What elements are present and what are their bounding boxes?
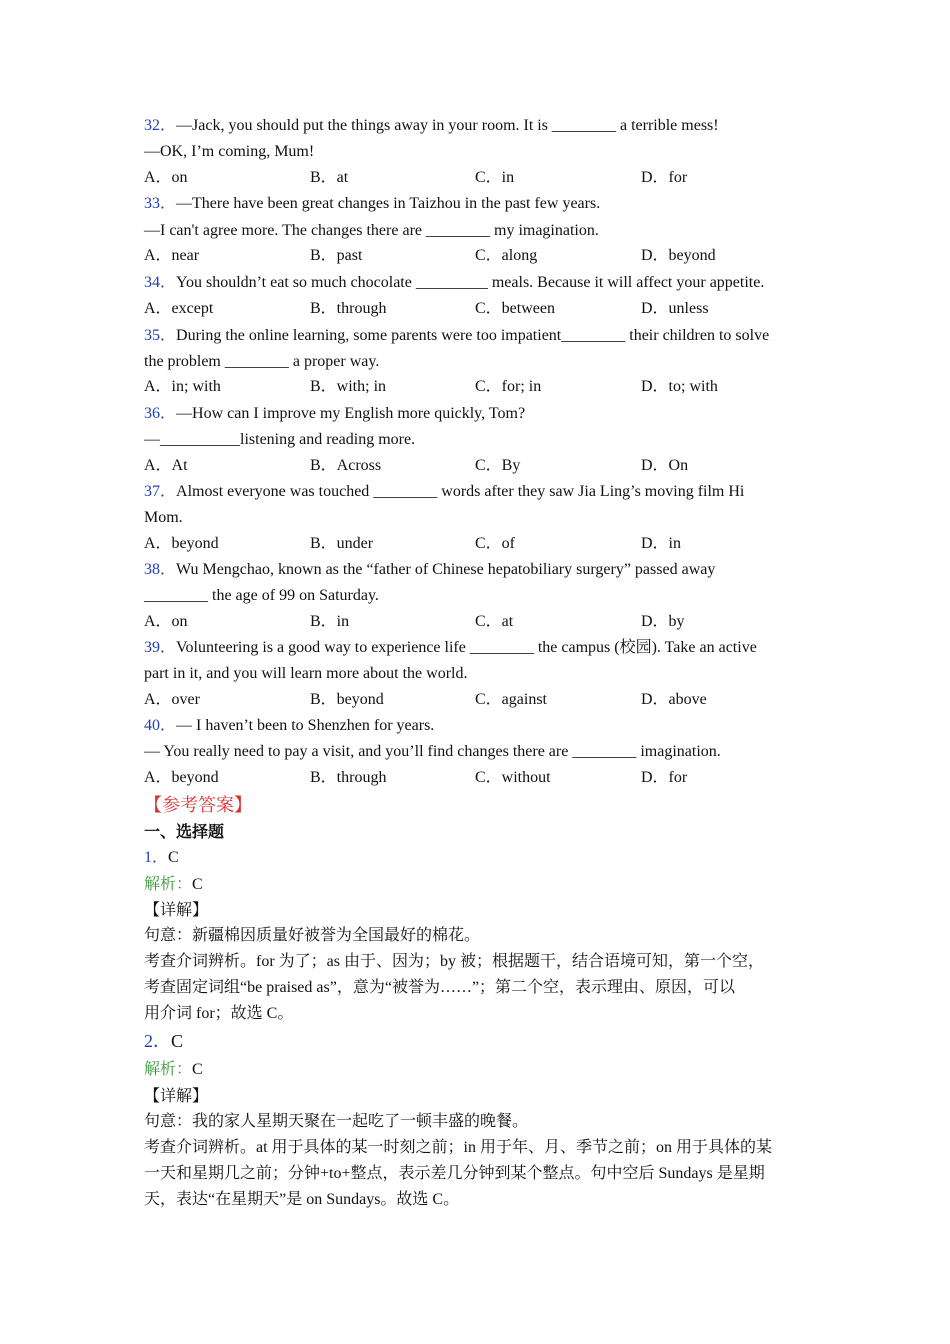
detail-label: 【详解】 bbox=[144, 902, 209, 919]
options-row bbox=[144, 165, 814, 191]
answer-number: 1． bbox=[144, 849, 169, 866]
question-number: 35． bbox=[144, 327, 177, 344]
options-row bbox=[144, 296, 814, 322]
answer-2 bbox=[144, 1028, 814, 1054]
option-c: C．against bbox=[475, 691, 547, 708]
option-a: A．on bbox=[144, 169, 188, 186]
analysis-value: C bbox=[192, 876, 203, 893]
question-39 bbox=[144, 635, 814, 661]
question-text: Mom. bbox=[144, 509, 183, 526]
analysis-value: C bbox=[192, 1061, 203, 1078]
question-37 bbox=[144, 479, 814, 505]
option-d: D．beyond bbox=[641, 247, 716, 264]
option-d: D．to; with bbox=[641, 378, 718, 395]
question-text: Volunteering is a good way to experience life ________ the campus (校园). Take an active bbox=[176, 639, 757, 656]
question-32 bbox=[144, 113, 814, 139]
option-a: A．over bbox=[144, 691, 200, 708]
options-row bbox=[144, 609, 814, 635]
question-text: —How can I improve my English more quickly, Tom? bbox=[176, 405, 526, 422]
question-35 bbox=[144, 323, 814, 349]
options-row bbox=[144, 765, 814, 791]
option-a: A．beyond bbox=[144, 769, 219, 786]
option-b: B．through bbox=[310, 300, 387, 317]
question-text: part in it, and you will learn more about the world. bbox=[144, 665, 468, 682]
question-text: —__________listening and reading more. bbox=[144, 431, 416, 448]
option-d: D．On bbox=[641, 457, 689, 474]
answer-value: C bbox=[171, 1031, 184, 1051]
option-b: B．through bbox=[310, 769, 387, 786]
question-text: You shouldn’t eat so much chocolate _________ meals. Because it will affect your appetite. bbox=[176, 274, 765, 291]
question-36 bbox=[144, 401, 814, 427]
question-text: — You really need to pay a visit, and you’ll find changes there are ________ imagination. bbox=[144, 743, 721, 760]
option-d: D．above bbox=[641, 691, 707, 708]
option-a: A．on bbox=[144, 613, 188, 630]
analysis-2 bbox=[144, 1057, 814, 1083]
option-b: B．at bbox=[310, 169, 349, 186]
detail-line: 考查固定词组“be praised as”，意为“被誉为……”；第二个空，表示理由、原因，可以 bbox=[144, 979, 736, 996]
question-40 bbox=[144, 713, 814, 739]
option-a: A．in; with bbox=[144, 378, 221, 395]
option-b: B．under bbox=[310, 535, 374, 552]
answer-number: 2． bbox=[144, 1031, 171, 1051]
option-b: B．past bbox=[310, 247, 363, 264]
option-b: B．with; in bbox=[310, 378, 387, 395]
question-number: 39． bbox=[144, 639, 177, 656]
detail-line: 天，表达“在星期天”是 on Sundays。故选 C。 bbox=[144, 1191, 460, 1208]
option-c: C．at bbox=[475, 613, 514, 630]
question-text: the problem ________ a proper way. bbox=[144, 353, 380, 370]
question-text: During the online learning, some parents were too impatient________ their children to solve bbox=[176, 327, 770, 344]
question-number: 34． bbox=[144, 274, 177, 291]
detail-line: 句意：新疆棉因质量好被誉为全国最好的棉花。 bbox=[144, 927, 481, 944]
question-number: 32． bbox=[144, 117, 177, 134]
option-c: C．in bbox=[475, 169, 515, 186]
option-b: B．beyond bbox=[310, 691, 384, 708]
option-a: A．near bbox=[144, 247, 200, 264]
question-number: 37． bbox=[144, 483, 177, 500]
question-number: 38． bbox=[144, 561, 177, 578]
option-a: A．except bbox=[144, 300, 214, 317]
option-d: D．by bbox=[641, 613, 685, 630]
option-b: B．in bbox=[310, 613, 350, 630]
question-text: —There have been great changes in Taizhou in the past few years. bbox=[176, 195, 601, 212]
option-c: C．for; in bbox=[475, 378, 542, 395]
question-number: 40． bbox=[144, 717, 177, 734]
analysis-1 bbox=[144, 872, 814, 898]
question-33 bbox=[144, 191, 814, 217]
section-title: 一、选择题 bbox=[144, 824, 225, 841]
question-text: Wu Mengchao, known as the “father of Chinese hepatobiliary surgery” passed away bbox=[176, 561, 716, 578]
detail-line: 考查介词辨析。for 为了；as 由于、因为；by 被；根据题干，结合语境可知，第一个空， bbox=[144, 953, 764, 970]
option-d: D．for bbox=[641, 169, 688, 186]
option-d: D．in bbox=[641, 535, 682, 552]
option-c: C．without bbox=[475, 769, 551, 786]
options-row bbox=[144, 243, 814, 269]
options-row bbox=[144, 374, 814, 400]
option-a: A．At bbox=[144, 457, 188, 474]
detail-line: 用介词 for；故选 C。 bbox=[144, 1005, 294, 1022]
question-text: —Jack, you should put the things away in your room. It is ________ a terrible mess! bbox=[176, 117, 719, 134]
option-c: C．along bbox=[475, 247, 538, 264]
question-number: 36． bbox=[144, 405, 177, 422]
option-d: D．for bbox=[641, 769, 688, 786]
option-d: D．unless bbox=[641, 300, 709, 317]
question-number: 33． bbox=[144, 195, 177, 212]
question-34 bbox=[144, 270, 814, 296]
question-text: Almost everyone was touched ________ words after they saw Jia Ling’s moving film Hi bbox=[176, 483, 745, 500]
question-38 bbox=[144, 557, 814, 583]
detail-label: 【详解】 bbox=[144, 1088, 209, 1105]
detail-line: 句意：我的家人星期天聚在一起吃了一顿丰盛的晚餐。 bbox=[144, 1113, 529, 1130]
analysis-label: 解析： bbox=[144, 876, 193, 893]
options-row bbox=[144, 531, 814, 557]
option-c: C．of bbox=[475, 535, 516, 552]
analysis-label: 解析： bbox=[144, 1061, 193, 1078]
question-text: —I can't agree more. The changes there are ________ my imagination. bbox=[144, 222, 599, 239]
option-c: C．By bbox=[475, 457, 521, 474]
option-c: C．between bbox=[475, 300, 555, 317]
answer-1 bbox=[144, 845, 814, 871]
option-a: A．beyond bbox=[144, 535, 219, 552]
answer-value: C bbox=[168, 849, 179, 866]
detail-line: 一天和星期几之前；分钟+to+整点，表示差几分钟到某个整点。句中空后 Sundays 是星期 bbox=[144, 1165, 765, 1182]
detail-line: 考查介词辨析。at 用于具体的某一时刻之前；in 用于年、月、季节之前；on 用于具体的某 bbox=[144, 1139, 772, 1156]
option-b: B．Across bbox=[310, 457, 382, 474]
question-text: — I haven’t been to Shenzhen for years. bbox=[176, 717, 435, 734]
question-text: —OK, I’m coming, Mum! bbox=[144, 143, 315, 160]
answers-heading: 【参考答案】 bbox=[144, 795, 252, 815]
question-text: ________ the age of 99 on Saturday. bbox=[144, 587, 379, 604]
options-row bbox=[144, 687, 814, 713]
options-row bbox=[144, 453, 814, 479]
